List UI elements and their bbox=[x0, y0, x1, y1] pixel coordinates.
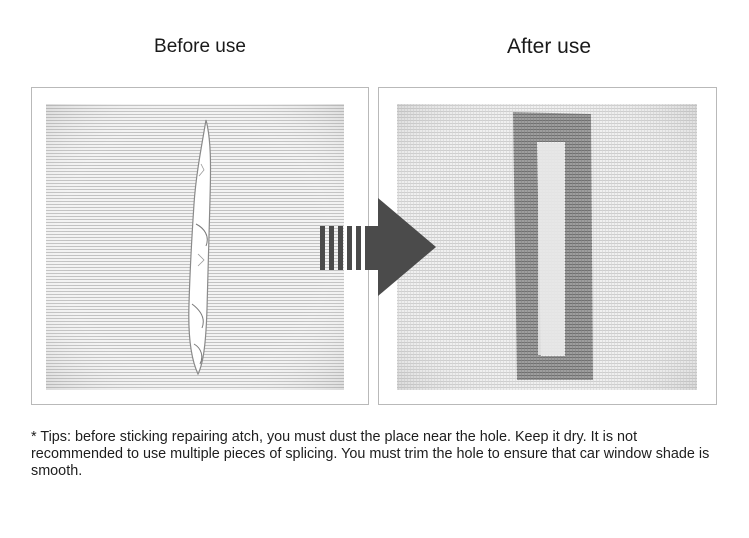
after-use-title: After use bbox=[506, 35, 592, 58]
torn-mesh-photo bbox=[46, 104, 344, 390]
before-use-title: Before use bbox=[154, 36, 246, 57]
patched-mesh-photo bbox=[397, 104, 697, 390]
right-arrow-icon bbox=[318, 196, 438, 298]
tips-text: * Tips: before sticking repairing atch, you must dust the place near the hole. Keep it dry. It is not recommended to use multiple pieces of splicing. You must trim the hole to ensure that car window shade is smooth. bbox=[31, 429, 710, 479]
